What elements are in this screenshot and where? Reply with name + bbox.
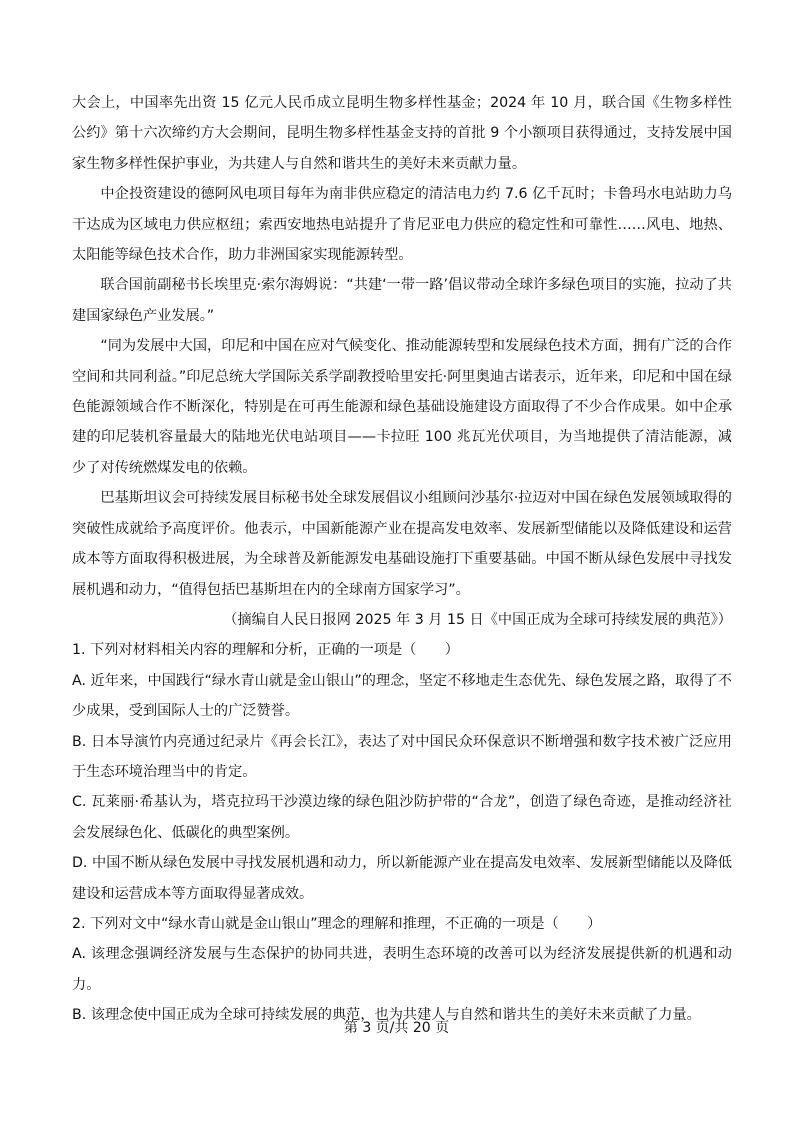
source-citation: （摘编自人民日报网 2025 年 3 月 15 日《中国正成为全球可持续发展的典范》） (223, 611, 732, 628)
page-number-footer: 第 3 页/共 20 页 (343, 1020, 450, 1036)
paragraph-2: 中企投资建设的德阿风电项目每年为南非供应稳定的清洁电力约 7.6 亿千瓦时；卡鲁玛水电站助力乌干达成为区域电力供应枢纽；索西安地热电站提升了肯尼亚电力供应的稳定性和可靠性……风电、地热、太阳能等绿色技术合作，助力非洲国家实现能源转型。 (72, 186, 732, 264)
paragraph-4: “同为发展中大国，印尼和中国在应对气候变化、推动能源转型和发展绿色技术方面，拥有广泛的合作空间和共同利益。”印尼总统大学国际关系学副教授哈里安托·阿里奥迪古诺表示，近年来，印尼和中国在绿色能源领域合作不断深化，特别是在可再生能源和绿色基础设施建设方面取得了不少合作成果。如中企承建的印尼装机容量最大的陆地光伏电站项目——卡拉旺 100 兆瓦光伏项目，为当地提供了清洁能源，减少了对传统燃煤发电的依赖。 (72, 338, 732, 476)
paragraph-3: 联合国前副秘书长埃里克·索尔海姆说：“共建‘一带一路’倡议带动全球许多绿色项目的实施，拉动了共建国家绿色产业发展。” (72, 277, 732, 324)
paragraph-1: 大会上，中国率先出资 15 亿元人民币成立昆明生物多样性基金；2024 年 10 月，联合国《生物多样性公约》第十六次缔约方大会期间，昆明生物多样性基金支持的首批 9 个小额项目获得通过，支持发展中国家生物多样性保护事业，为共建人与自然和谐共生的美好未来贡献力量。 (72, 95, 732, 172)
question-1-option-d: D. 中国不断从绿色发展中寻找发展机遇和动力，所以新能源产业在提高发电效率、发展新型储能以及降低建设和运营成本等方面取得显著成效。 (72, 855, 732, 902)
question-1 (72, 635, 732, 909)
question-2-option-b: B. 该理念使中国正成为全球可持续发展的典范，也为共建人与自然和谐共生的美好未来贡献了力量。 (72, 1007, 701, 1024)
document-body (72, 88, 732, 1031)
question-1-stem: 1. 下列对材料相关内容的理解和分析，正确的一项是（ ） (72, 642, 459, 659)
question-2-option-a: A. 该理念强调经济发展与生态保护的协同共进，表明生态环境的改善可以为经济发展提供新的机遇和动力。 (72, 946, 732, 993)
question-1-option-c: C. 瓦莱丽·希基认为，塔克拉玛干沙漠边缘的绿色阻沙防护带的“合龙”，创造了绿色奇迹，是推动经济社会发展绿色化、低碳化的典型案例。 (72, 794, 732, 841)
question-2-stem: 2. 下列对文中“绿水青山就是金山银山”理念的理解和推理，不正确的一项是（ ） (72, 915, 602, 932)
question-1-option-b: B. 日本导演竹内亮通过纪录片《再会长江》，表达了对中国民众环保意识不断增强和数字技术被广泛应用于生态环境治理当中的肯定。 (72, 733, 732, 780)
paragraph-5: 巴基斯坦议会可持续发展目标秘书处全球发展倡议小组顾问沙基尔·拉迈对中国在绿色发展领域取得的突破性成就给予高度评价。他表示，中国新能源产业在提高发电效率、发展新型储能以及降低建设和运营成本等方面取得积极进展，为全球普及新能源发电基础设施打下重要基础。中国不断从绿色发展中寻找发展机遇和动力，“值得包括巴基斯坦在内的全球南方国家学习”。 (72, 490, 732, 598)
question-1-option-a: A. 近年来，中国践行“绿水青山就是金山银山”的理念，坚定不移地走生态优先、绿色发展之路，取得了不少成果，受到国际人士的广泛赞誉。 (72, 672, 732, 720)
question-2 (72, 909, 732, 1031)
